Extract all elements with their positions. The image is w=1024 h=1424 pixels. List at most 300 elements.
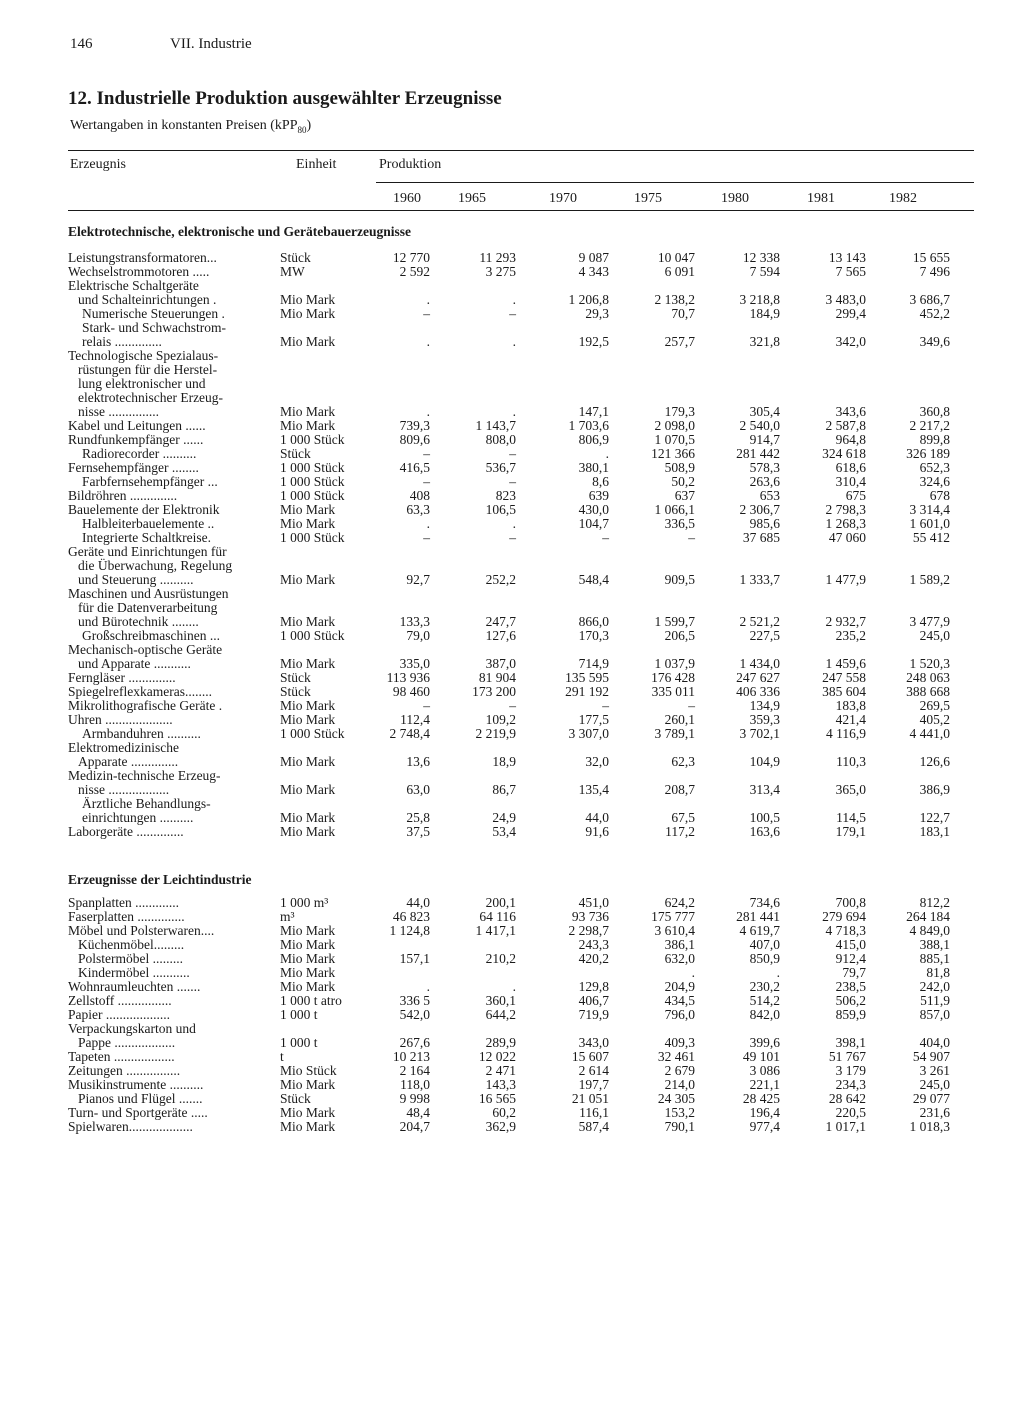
value-1980: 359,3 <box>749 712 780 727</box>
value-1970: 197,7 <box>578 1077 609 1092</box>
value-1981: 279 694 <box>822 909 866 924</box>
value-1970: 91,6 <box>585 824 609 839</box>
value-1981: 421,4 <box>835 712 866 727</box>
value-1965: . <box>512 334 516 349</box>
value-1980: 37 685 <box>742 530 780 545</box>
value-1960: 2 592 <box>399 264 430 279</box>
value-1960: 416,5 <box>399 460 430 475</box>
row-unit: 1 000 t <box>280 1007 318 1022</box>
value-1970: – <box>602 698 609 713</box>
value-1970: 170,3 <box>578 628 609 643</box>
row-unit: Mio Mark <box>280 334 336 349</box>
value-1980: 578,3 <box>749 460 780 475</box>
value-1960: 335,0 <box>399 656 430 671</box>
value-1960: . <box>426 404 430 419</box>
row-unit: Stück <box>280 446 311 461</box>
value-1975: 434,5 <box>664 993 695 1008</box>
value-1982: 360,8 <box>919 404 950 419</box>
value-1970: 639 <box>588 488 609 503</box>
table-row <box>0 265 1024 279</box>
row-label: Apparate .............. <box>78 754 179 769</box>
value-1981: 3 483,0 <box>825 292 866 307</box>
value-1982: 29 077 <box>912 1091 950 1106</box>
table-row <box>0 741 1024 755</box>
header-erzeugnis: Erzeugnis <box>70 157 126 172</box>
row-unit: Mio Mark <box>280 404 336 419</box>
row-label: Fernsehempfänger ........ <box>68 460 199 475</box>
value-1980: 2 306,7 <box>739 502 780 517</box>
value-1982: 388,1 <box>919 937 950 952</box>
value-1965: . <box>512 404 516 419</box>
value-1980: 3 218,8 <box>739 292 780 307</box>
value-1980: 281 442 <box>736 446 780 461</box>
row-label: Möbel und Polsterwaren.... <box>68 923 215 938</box>
value-1965: 12 022 <box>478 1049 516 1064</box>
value-1981: 2 798,3 <box>825 502 866 517</box>
value-1975: 386,1 <box>664 937 695 952</box>
value-1981: 114,5 <box>836 810 866 825</box>
value-1981: 299,4 <box>835 306 866 321</box>
value-1975: 214,0 <box>664 1077 695 1092</box>
row-label: nisse ............... <box>78 404 159 419</box>
row-unit: 1 000 Stück <box>280 432 345 447</box>
value-1960: 2 164 <box>399 1063 430 1078</box>
row-unit: Mio Mark <box>280 614 336 629</box>
value-1980: 221,1 <box>749 1077 780 1092</box>
value-1981: 234,3 <box>835 1077 866 1092</box>
value-1975: 117,2 <box>665 824 695 839</box>
section-heading: Elektrotechnische, elektronische und Gerätebauerzeugnisse <box>68 224 411 239</box>
value-1975: 175 777 <box>651 909 695 924</box>
value-1970: 32,0 <box>585 754 609 769</box>
row-label: Tapeten .................. <box>68 1049 175 1064</box>
value-1980: 230,2 <box>749 979 780 994</box>
value-1980: 2 521,2 <box>739 614 780 629</box>
value-1960: . <box>426 334 430 349</box>
value-1982: 81,8 <box>926 965 950 980</box>
value-1981: 2 587,8 <box>825 418 866 433</box>
table-row <box>0 433 1024 447</box>
value-1970: 866,0 <box>578 614 609 629</box>
value-1980: 406 336 <box>736 684 780 699</box>
value-1982: 1 589,2 <box>909 572 950 587</box>
table-row <box>0 755 1024 769</box>
value-1970: 104,7 <box>578 516 609 531</box>
value-1965: 53,4 <box>492 824 516 839</box>
row-label: Halbleiterbauelemente .. <box>82 516 215 531</box>
value-1980: 313,4 <box>749 782 780 797</box>
row-label: Integrierte Schaltkreise. <box>82 530 211 545</box>
table-row <box>0 321 1024 335</box>
row-unit: 1 000 t <box>280 1035 318 1050</box>
row-label: Rundfunkempfänger ...... <box>68 432 204 447</box>
value-1970: 177,5 <box>578 712 609 727</box>
value-1981: 183,8 <box>835 698 866 713</box>
value-1982: 245,0 <box>919 1077 950 1092</box>
value-1960: 157,1 <box>399 951 430 966</box>
value-1981: 79,7 <box>842 965 866 980</box>
row-unit: Mio Mark <box>280 502 336 517</box>
value-1965: 200,1 <box>485 895 516 910</box>
value-1970: 2 298,7 <box>568 923 609 938</box>
row-label: Kindermöbel ........... <box>78 965 190 980</box>
row-unit: Stück <box>280 250 311 265</box>
value-1965: 86,7 <box>492 782 516 797</box>
row-unit: MW <box>280 264 305 279</box>
row-label: Zellstoff ................ <box>68 993 172 1008</box>
value-1965: 252,2 <box>485 572 516 587</box>
row-unit: Mio Mark <box>280 712 336 727</box>
value-1965: 18,9 <box>492 754 516 769</box>
row-label: und Bürotechnik ........ <box>78 614 199 629</box>
value-1982: 231,6 <box>919 1105 950 1120</box>
value-1960: 92,7 <box>406 572 430 587</box>
row-unit: m³ <box>280 909 295 924</box>
value-1970: 587,4 <box>578 1119 609 1134</box>
value-1982: 857,0 <box>919 1007 950 1022</box>
table-row <box>0 405 1024 419</box>
row-unit: 1 000 Stück <box>280 726 345 741</box>
value-1960: 112,4 <box>400 712 430 727</box>
value-1965: 823 <box>495 488 516 503</box>
value-1970: 548,4 <box>578 572 609 587</box>
row-label: Zeitungen ................ <box>68 1063 181 1078</box>
value-1965: – <box>509 446 516 461</box>
row-unit: Mio Mark <box>280 1119 336 1134</box>
table-row <box>0 1078 1024 1092</box>
table-row <box>0 461 1024 475</box>
value-1975: 6 091 <box>664 264 695 279</box>
value-1980: 104,9 <box>749 754 780 769</box>
table-row <box>0 573 1024 587</box>
table-row <box>0 1106 1024 1120</box>
top-rule <box>68 150 974 151</box>
row-label: Küchenmöbel......... <box>78 937 185 952</box>
value-1975: 204,9 <box>664 979 695 994</box>
table-row <box>0 671 1024 685</box>
value-1970: 3 307,0 <box>568 726 609 741</box>
value-1960: – <box>423 698 430 713</box>
row-unit: Mio Mark <box>280 824 336 839</box>
row-label: nisse .................. <box>78 782 170 797</box>
value-1960: 542,0 <box>399 1007 430 1022</box>
value-1965: 1 143,7 <box>475 418 516 433</box>
table-row <box>0 685 1024 699</box>
value-1982: 245,0 <box>919 628 950 643</box>
value-1980: 653 <box>759 488 780 503</box>
value-1975: 32 461 <box>657 1049 695 1064</box>
row-label: Mikrolithografische Geräte . <box>68 698 223 713</box>
value-1982: 388 668 <box>906 684 950 699</box>
row-unit: Mio Mark <box>280 572 336 587</box>
value-1960: – <box>423 446 430 461</box>
row-label: Mechanisch-optische Geräte <box>68 642 223 657</box>
value-1975: 70,7 <box>671 306 695 321</box>
row-unit: 1 000 m³ <box>280 895 329 910</box>
value-1970: 719,9 <box>578 1007 609 1022</box>
table-row <box>0 419 1024 433</box>
value-1965: 289,9 <box>485 1035 516 1050</box>
value-1975: 67,5 <box>671 810 695 825</box>
row-label: Bildröhren .............. <box>68 488 178 503</box>
table-subtitle <box>70 118 311 135</box>
value-1981: 1 477,9 <box>825 572 866 587</box>
value-1970: 420,2 <box>578 951 609 966</box>
row-unit: Mio Mark <box>280 698 336 713</box>
value-1981: 247 558 <box>822 670 866 685</box>
row-unit: Mio Mark <box>280 951 336 966</box>
value-1982: 678 <box>929 488 950 503</box>
row-unit: Mio Mark <box>280 516 336 531</box>
value-1970: 147,1 <box>578 404 609 419</box>
table-row <box>0 1036 1024 1050</box>
value-1982: 183,1 <box>919 824 950 839</box>
row-unit: Mio Mark <box>280 656 336 671</box>
value-1960: 25,8 <box>406 810 430 825</box>
value-1980: 2 540,0 <box>739 418 780 433</box>
value-1960: 739,3 <box>399 418 430 433</box>
value-1970: 451,0 <box>578 895 609 910</box>
value-1965: . <box>512 292 516 307</box>
table-row <box>0 503 1024 517</box>
table-row <box>0 938 1024 952</box>
row-label: Spiegelreflexkameras........ <box>68 684 212 699</box>
value-1960: 48,4 <box>406 1105 430 1120</box>
row-unit: Mio Mark <box>280 306 336 321</box>
row-label: Maschinen und Ausrüstungen <box>68 586 229 601</box>
value-1970: 21 051 <box>571 1091 609 1106</box>
table-row <box>0 475 1024 489</box>
row-label: Wechselstrommotoren ..... <box>68 264 210 279</box>
value-1960: 204,7 <box>399 1119 430 1134</box>
row-label: Armbanduhren .......... <box>82 726 201 741</box>
value-1975: 909,5 <box>664 572 695 587</box>
table-row <box>0 251 1024 265</box>
row-label: Laborgeräte .............. <box>68 824 184 839</box>
value-1960: 1 124,8 <box>389 923 430 938</box>
value-1975: 260,1 <box>664 712 695 727</box>
value-1960: 408 <box>409 488 430 503</box>
value-1965: 644,2 <box>485 1007 516 1022</box>
table-row <box>0 980 1024 994</box>
row-unit: 1 000 Stück <box>280 474 345 489</box>
row-label: Geräte und Einrichtungen für <box>68 544 227 559</box>
row-label: Medizin-technische Erzeug- <box>68 768 221 783</box>
value-1960: 2 748,4 <box>389 726 430 741</box>
value-1960: 44,0 <box>406 895 430 910</box>
value-1975: 3 610,4 <box>654 923 695 938</box>
row-label: Turn- und Sportgeräte ..... <box>68 1105 208 1120</box>
value-1981: 310,4 <box>835 474 866 489</box>
value-1965: – <box>509 698 516 713</box>
value-1982: 55 412 <box>912 530 950 545</box>
value-1981: 398,1 <box>835 1035 866 1050</box>
value-1970: 4 343 <box>578 264 609 279</box>
table-row <box>0 391 1024 405</box>
table-row <box>0 615 1024 629</box>
value-1980: 134,9 <box>749 698 780 713</box>
row-label: und Apparate ........... <box>78 656 191 671</box>
value-1980: 514,2 <box>749 993 780 1008</box>
table-row <box>0 699 1024 713</box>
value-1980: 281 441 <box>736 909 780 924</box>
value-1965: – <box>509 306 516 321</box>
table-row <box>0 517 1024 531</box>
value-1970: 1 703,6 <box>568 418 609 433</box>
value-1981: 342,0 <box>835 334 866 349</box>
value-1981: 365,0 <box>835 782 866 797</box>
row-label: elektrotechnischer Erzeug- <box>78 390 224 405</box>
row-unit: Stück <box>280 670 311 685</box>
row-unit: Stück <box>280 1091 311 1106</box>
value-1981: 28 642 <box>828 1091 866 1106</box>
row-unit: Mio Mark <box>280 979 336 994</box>
value-1982: 405,2 <box>919 712 950 727</box>
value-1960: 113 936 <box>386 670 430 685</box>
value-1960: 809,6 <box>399 432 430 447</box>
value-1981: 47 060 <box>828 530 866 545</box>
value-1975: 10 047 <box>657 250 695 265</box>
value-1970: 29,3 <box>585 306 609 321</box>
row-unit: Mio Mark <box>280 292 336 307</box>
table-row <box>0 1022 1024 1036</box>
value-1960: 10 213 <box>392 1049 430 1064</box>
value-1980: 734,6 <box>749 895 780 910</box>
value-1970: 44,0 <box>585 810 609 825</box>
row-unit: Mio Mark <box>280 965 336 980</box>
value-1981: 343,6 <box>835 404 866 419</box>
table-row <box>0 349 1024 363</box>
table-row <box>0 643 1024 657</box>
value-1982: 3 314,4 <box>909 502 950 517</box>
row-label: Ärztliche Behandlungs- <box>82 796 211 811</box>
value-1975: 637 <box>674 488 695 503</box>
table-row <box>0 966 1024 980</box>
row-label: Spanplatten ............. <box>68 895 179 910</box>
value-1965: 247,7 <box>485 614 516 629</box>
row-label: Polstermöbel ......... <box>78 951 183 966</box>
row-label: für die Datenverarbeitung <box>78 600 218 615</box>
header-bottom-rule <box>68 210 974 211</box>
value-1980: 100,5 <box>749 810 780 825</box>
row-label: die Überwachung, Regelung <box>78 558 233 573</box>
value-1960: 63,0 <box>406 782 430 797</box>
row-label: rüstungen für die Herstel- <box>78 362 218 377</box>
value-1975: 2 679 <box>664 1063 695 1078</box>
row-label: und Steuerung .......... <box>78 572 194 587</box>
value-1975: 2 098,0 <box>654 418 695 433</box>
row-label: Spielwaren................... <box>68 1119 193 1134</box>
value-1970: – <box>602 530 609 545</box>
value-1960: – <box>423 474 430 489</box>
value-1970: 15 607 <box>571 1049 609 1064</box>
row-unit: Mio Mark <box>280 810 336 825</box>
value-1965: 109,2 <box>485 712 516 727</box>
row-label: relais .............. <box>82 334 162 349</box>
value-1965: 127,6 <box>485 628 516 643</box>
value-1965: 536,7 <box>485 460 516 475</box>
value-1982: 452,2 <box>919 306 950 321</box>
value-1980: 184,9 <box>749 306 780 321</box>
table-row <box>0 657 1024 671</box>
value-1960: . <box>426 979 430 994</box>
row-label: Elektromedizinische <box>68 740 179 755</box>
value-1970: 116,1 <box>579 1105 609 1120</box>
row-unit: 1 000 Stück <box>280 488 345 503</box>
value-1975: 2 138,2 <box>654 292 695 307</box>
value-1975: 624,2 <box>664 895 695 910</box>
value-1981: 238,5 <box>835 979 866 994</box>
row-label: Faserplatten .............. <box>68 909 185 924</box>
value-1960: 98 460 <box>392 684 430 699</box>
table-row <box>0 279 1024 293</box>
row-unit: t <box>280 1049 284 1064</box>
value-1982: 511,9 <box>920 993 950 1008</box>
value-1960: . <box>426 292 430 307</box>
value-1970: 243,3 <box>578 937 609 952</box>
row-unit: 1 000 Stück <box>280 530 345 545</box>
value-1982: 122,7 <box>919 810 950 825</box>
value-1981: 618,6 <box>835 460 866 475</box>
row-label: Ferngläser .............. <box>68 670 176 685</box>
table-row <box>0 293 1024 307</box>
table-row <box>0 727 1024 741</box>
value-1975: 790,1 <box>664 1119 695 1134</box>
value-1981: 4 718,3 <box>825 923 866 938</box>
table-title: 12. Industrielle Produktion ausgewählter Erzeugnisse <box>68 88 502 109</box>
value-1981: 324 618 <box>822 446 866 461</box>
value-1981: 3 179 <box>835 1063 866 1078</box>
value-1981: 415,0 <box>835 937 866 952</box>
value-1980: 1 333,7 <box>739 572 780 587</box>
row-label: Pianos und Flügel ....... <box>78 1091 203 1106</box>
value-1981: 1 268,3 <box>825 516 866 531</box>
value-1981: 675 <box>845 488 866 503</box>
value-1980: 842,0 <box>749 1007 780 1022</box>
value-1980: 321,8 <box>749 334 780 349</box>
value-1982: 324,6 <box>919 474 950 489</box>
value-1975: 336,5 <box>664 516 695 531</box>
value-1980: 4 619,7 <box>739 923 780 938</box>
section-heading: Erzeugnisse der Leichtindustrie <box>68 872 252 887</box>
header-einheit: Einheit <box>296 157 337 172</box>
table-row <box>0 1008 1024 1022</box>
table-row <box>0 1092 1024 1106</box>
value-1981: 859,9 <box>835 1007 866 1022</box>
value-1965: 808,0 <box>485 432 516 447</box>
table-row <box>0 377 1024 391</box>
value-1982: 885,1 <box>919 951 950 966</box>
value-1980: 247 627 <box>736 670 780 685</box>
value-1975: 796,0 <box>664 1007 695 1022</box>
value-1975: 409,3 <box>664 1035 695 1050</box>
value-1981: 220,5 <box>835 1105 866 1120</box>
chapter-title: VII. Industrie <box>170 36 252 52</box>
value-1965: 3 275 <box>485 264 516 279</box>
value-1960: 9 998 <box>399 1091 430 1106</box>
value-1982: 3 686,7 <box>909 292 950 307</box>
value-1965: 2 471 <box>485 1063 516 1078</box>
table-row <box>0 896 1024 910</box>
value-1981: 700,8 <box>835 895 866 910</box>
value-1980: 28 425 <box>742 1091 780 1106</box>
value-1980: 196,4 <box>749 1105 780 1120</box>
value-1982: 2 217,2 <box>909 418 950 433</box>
value-1965: 143,3 <box>485 1077 516 1092</box>
row-label: Radiorecorder .......... <box>82 446 197 461</box>
value-1982: 326 189 <box>906 446 950 461</box>
value-1981: 13 143 <box>828 250 866 265</box>
